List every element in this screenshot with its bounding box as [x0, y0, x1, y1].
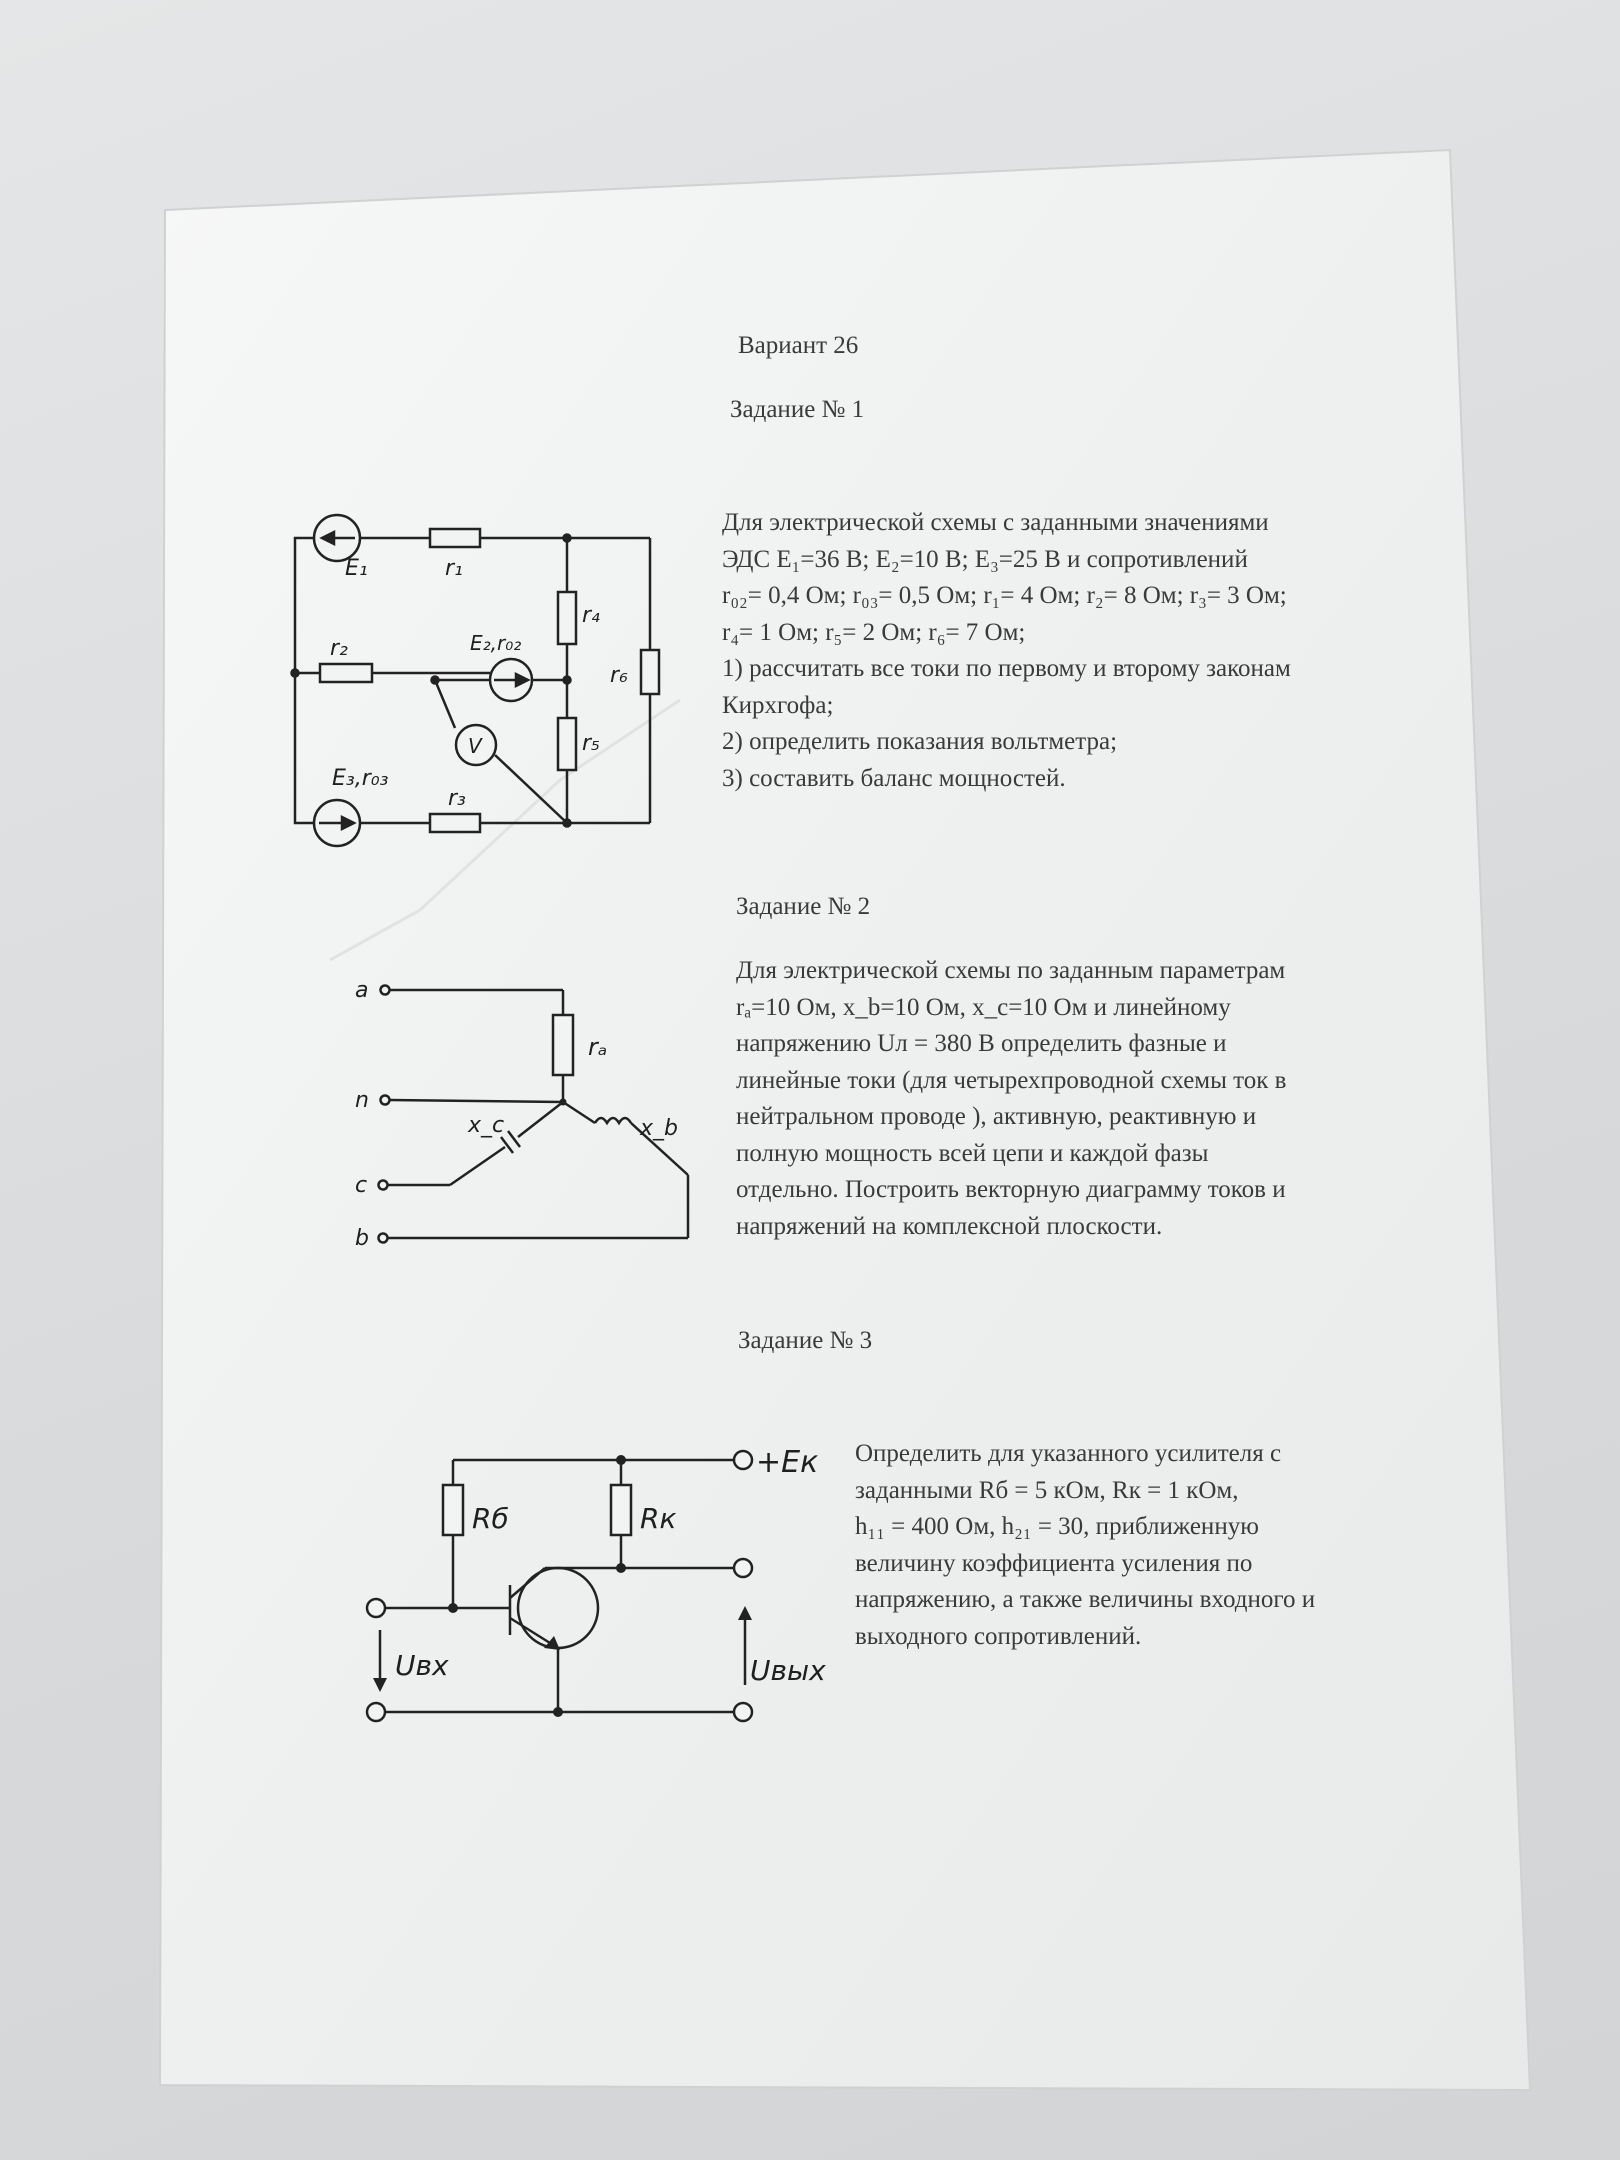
terminal-gnd-out — [734, 1703, 752, 1721]
task3-line: h₁₁ = 400 Ом, h₂₁ = 30, приближенную — [855, 1513, 1259, 1540]
label-xb: x_b — [640, 1116, 678, 1141]
task2-line: полную мощность всей цепи и каждой фазы — [736, 1139, 1209, 1167]
terminal-b — [379, 1234, 388, 1243]
arrow-down-icon — [373, 1678, 387, 1692]
terminal-n — [381, 1096, 390, 1105]
label-voltmeter: V — [468, 734, 482, 758]
resistor-r6 — [641, 650, 659, 694]
arrow-up-icon — [738, 1606, 752, 1620]
task1-line: Кирхгофа; — [722, 691, 834, 719]
label-r2: r₂ — [330, 636, 348, 661]
task3-text — [855, 1436, 1315, 1655]
task1-line: Для электрической схемы с заданными значениями — [722, 509, 1269, 536]
task2-line: rₐ=10 Ом, x_b=10 Ом, x_c=10 Ом и линейному — [736, 993, 1231, 1021]
label-e1: E₁ — [345, 556, 368, 581]
task3-heading: Задание № 3 — [738, 1327, 873, 1354]
resistor-r3 — [430, 814, 480, 832]
variant-title: Вариант 26 — [738, 332, 859, 359]
task2-line: отдельно. Построить векторную диаграмму токов и — [736, 1176, 1286, 1203]
resistor-rb — [443, 1485, 463, 1535]
task3-amplifier-diagram — [360, 1440, 826, 1740]
label-b: b — [355, 1226, 369, 1251]
terminal-ek — [734, 1451, 752, 1469]
task1-circuit-diagram — [280, 500, 680, 860]
task3-line: заданными Rб = 5 кОм, Rк = 1 кОм, — [855, 1476, 1239, 1504]
resistor-rk — [611, 1485, 631, 1535]
terminal-in — [367, 1599, 385, 1617]
task3-line: величину коэффициента усиления по — [855, 1549, 1253, 1577]
terminal-gnd-in — [367, 1703, 385, 1721]
label-rk: Rк — [640, 1502, 677, 1535]
label-ek: +Eк — [756, 1445, 819, 1480]
terminal-out — [734, 1559, 752, 1577]
resistor-r5 — [558, 718, 576, 770]
task2-line: Для электрической схемы по заданным параметрам — [736, 957, 1286, 984]
terminal-c — [379, 1181, 388, 1190]
label-xc: x_c — [468, 1113, 505, 1138]
resistor-r1 — [430, 529, 480, 547]
task1-heading: Задание № 1 — [730, 396, 865, 423]
label-ra: rₐ — [588, 1033, 608, 1061]
terminal-a — [381, 986, 390, 995]
label-n: n — [355, 1088, 369, 1113]
task1-line: r₀₂= 0,4 Ом; r₀₃= 0,5 Ом; r₁= 4 Ом; r₂= 8 Ом; r₃= 3 Ом; — [722, 582, 1287, 609]
label-uout: Uвых — [750, 1654, 826, 1687]
task2-line: нейтральном проводе ), активную, реактивную и — [736, 1103, 1257, 1130]
label-r1: r₁ — [445, 556, 463, 581]
label-r5: r₅ — [582, 731, 600, 756]
task2-line: напряжению Uл = 380 В определить фазные и — [736, 1030, 1227, 1057]
task2-circuit-diagram — [350, 975, 700, 1255]
task2-line: линейные токи (для четырехпроводной схемы ток в — [736, 1066, 1287, 1094]
task1-line: 2) определить показания вольтметра; — [722, 728, 1118, 755]
label-r4: r₄ — [582, 603, 600, 628]
task2-heading: Задание № 2 — [736, 893, 871, 920]
label-rb: Rб — [472, 1502, 509, 1535]
task1-line: 3) составить баланс мощностей. — [722, 764, 1066, 792]
task3-line: напряжению, а также величины входного и — [855, 1586, 1316, 1613]
task3-line: выходного сопротивлений. — [855, 1622, 1142, 1650]
label-uin: Uвх — [395, 1649, 449, 1682]
resistor-r2 — [320, 664, 372, 682]
task1-line: ЭДС E₁=36 В; E₂=10 В; E₃=25 В и сопротивлений — [722, 545, 1248, 573]
label-e3-r03: E₃,r₀₃ — [332, 766, 389, 791]
label-c: c — [355, 1173, 368, 1198]
task2-line: напряжений на комплексной плоскости. — [736, 1212, 1163, 1240]
task1-line: r₄= 1 Ом; r₅= 2 Ом; r₆= 7 Ом; — [722, 618, 1026, 646]
label-a: a — [355, 978, 369, 1003]
label-e2-r02: E₂,r₀₂ — [470, 631, 522, 655]
resistor-ra — [553, 1015, 573, 1075]
label-r3: r₃ — [448, 786, 466, 811]
task2-text — [736, 953, 1286, 1245]
transistor-icon — [518, 1568, 598, 1648]
label-r6: r₆ — [610, 663, 628, 688]
task1-line: 1) рассчитать все токи по первому и второму законам — [722, 655, 1291, 682]
resistor-r4 — [558, 592, 576, 644]
task1-text — [722, 505, 1291, 797]
task3-line: Определить для указанного усилителя с — [855, 1440, 1282, 1467]
